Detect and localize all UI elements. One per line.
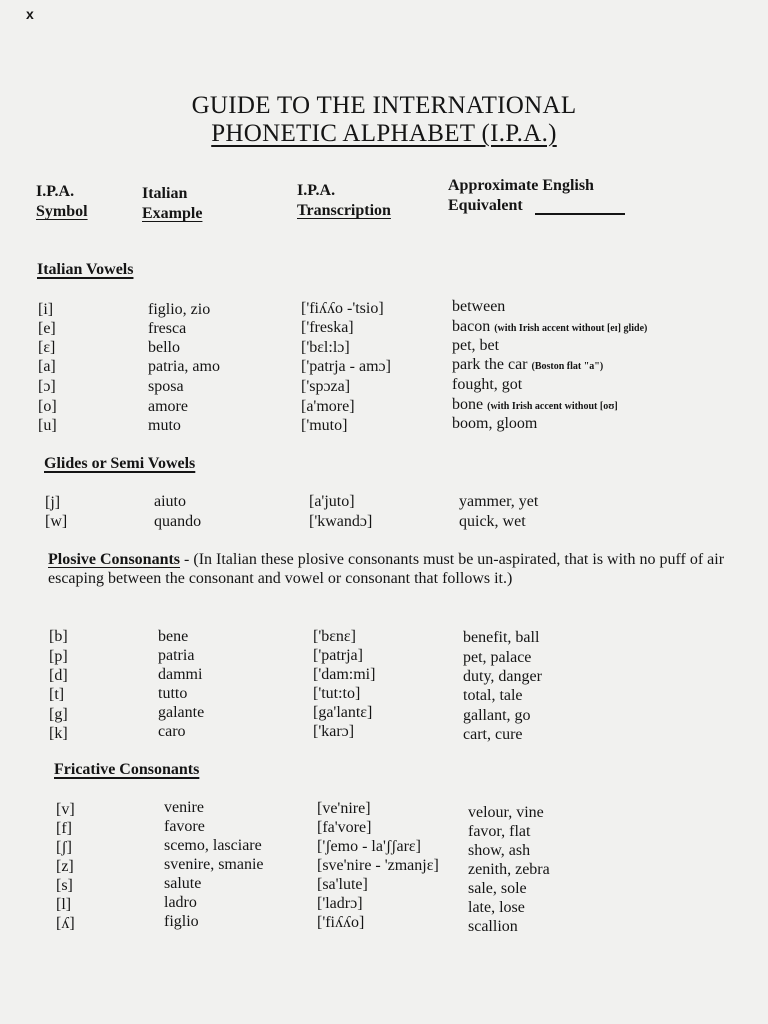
ipa-transcription: [fa'vore]: [317, 819, 372, 836]
english-equivalent: pet, palace: [463, 649, 532, 666]
italian-example: dammi: [158, 666, 203, 683]
title-line-2: [0, 120, 768, 148]
italian-example: venire: [164, 799, 204, 816]
column-header-rule: [535, 213, 625, 215]
ipa-transcription: ['fiʎʎo -'tsio]: [301, 300, 384, 317]
ipa-symbol: [t]: [49, 686, 65, 703]
ipa-transcription: ['spɔza]: [301, 378, 351, 395]
italian-example: bene: [158, 628, 189, 645]
italian-example: scemo, lasciare: [164, 837, 262, 854]
ipa-transcription: ['patrja]: [313, 647, 363, 664]
ipa-transcription: ['ʃemo - la'ʃʃarɛ]: [317, 838, 421, 855]
ipa-symbol: [ɔ]: [38, 378, 56, 395]
english-equivalent: favor, flat: [468, 823, 531, 840]
english-equivalent: [452, 355, 603, 376]
english-words: bacon: [452, 318, 491, 335]
italian-example: patria, amo: [148, 358, 220, 375]
english-words: pet, bet: [452, 337, 500, 354]
ipa-symbol: [j]: [45, 494, 61, 511]
corner-mark: x: [26, 6, 34, 22]
ipa-symbol: [ʎ]: [56, 915, 75, 932]
italian-example: quando: [154, 513, 202, 530]
italian-example: sposa: [148, 378, 184, 395]
ipa-transcription: ['karɔ]: [313, 723, 355, 740]
italian-example: figlio, zio: [148, 301, 211, 318]
ipa-transcription: [sa'lute]: [317, 876, 368, 893]
ipa-symbol: [o]: [38, 398, 57, 415]
ipa-transcription: ['bɛl:lɔ]: [301, 339, 350, 356]
column-header-transcription: [297, 181, 391, 221]
ipa-transcription: ['fiʎʎo]: [317, 914, 365, 931]
english-words: park the car: [452, 356, 528, 373]
plosive-paragraph: [48, 550, 738, 588]
ipa-transcription: [ve'nire]: [317, 800, 371, 817]
ipa-symbol: [e]: [38, 320, 56, 337]
ipa-transcription: ['ladrɔ]: [317, 895, 363, 912]
ipa-transcription: [ga'lantɛ]: [313, 704, 373, 721]
ipa-symbol: [d]: [49, 667, 68, 684]
column-header-line1: I.P.A.: [297, 182, 336, 199]
column-header-line1: Italian: [142, 185, 188, 202]
english-equivalent: yammer, yet: [459, 493, 539, 510]
english-equivalent: sale, sole: [468, 880, 527, 897]
english-equivalent: scallion: [468, 918, 518, 935]
column-header-line2: Transcription: [297, 202, 391, 219]
ipa-transcription: ['muto]: [301, 417, 348, 434]
ipa-transcription: [sve'nire - 'zmanjɛ]: [317, 857, 439, 874]
section-heading-plosives: Plosive Consonants: [48, 551, 181, 568]
ipa-symbol: [ʃ]: [56, 839, 72, 856]
italian-example: favore: [164, 818, 205, 835]
english-words: between: [452, 298, 506, 315]
column-header-example: [142, 184, 202, 224]
title-line-1: GUIDE TO THE INTERNATIONAL: [191, 92, 577, 119]
section-heading-vowels: Italian Vowels: [37, 261, 134, 278]
ipa-symbol: [a]: [38, 358, 56, 375]
english-words: fought, got: [452, 376, 523, 393]
italian-example: galante: [158, 704, 205, 721]
pronunciation-note: (Boston flat "a"): [531, 361, 604, 372]
column-header-line2: Equivalent: [448, 197, 523, 214]
english-equivalent: [452, 317, 647, 338]
ipa-transcription: [a'juto]: [309, 493, 355, 510]
english-equivalent: [452, 297, 505, 316]
ipa-transcription: ['bɛnɛ]: [313, 628, 356, 645]
ipa-symbol: [i]: [38, 301, 54, 318]
english-equivalent: [452, 414, 537, 433]
ipa-symbol: [u]: [38, 417, 57, 434]
column-header-line2: Symbol: [36, 203, 88, 220]
english-equivalent: show, ash: [468, 842, 531, 859]
plosive-intro: - (In Italian these plosive consonants must be un-aspirated, that is with no puff of air escaping between the consonant and vowel or consonant that follows it.): [48, 551, 725, 587]
english-equivalent: [452, 336, 499, 355]
ipa-transcription: ['kwandɔ]: [309, 513, 373, 530]
ipa-symbol: [v]: [56, 801, 75, 818]
ipa-symbol: [g]: [49, 706, 68, 723]
column-header-english: [448, 176, 594, 216]
section-heading-fricatives: Fricative Consonants: [54, 761, 200, 778]
italian-example: amore: [148, 398, 188, 415]
english-equivalent: cart, cure: [463, 726, 523, 743]
ipa-symbol: [z]: [56, 858, 74, 875]
english-words: boom, gloom: [452, 415, 538, 432]
column-header-symbol: [36, 182, 88, 222]
english-equivalent: [452, 375, 522, 394]
english-equivalent: quick, wet: [459, 513, 526, 530]
ipa-transcription: ['dam:mi]: [313, 666, 376, 683]
ipa-symbol: [b]: [49, 628, 68, 645]
ipa-transcription: ['patrja - amɔ]: [301, 358, 391, 375]
english-equivalent: duty, danger: [463, 668, 542, 685]
english-equivalent: total, tale: [463, 687, 523, 704]
english-equivalent: velour, vine: [468, 804, 544, 821]
ipa-transcription: ['freska]: [301, 319, 354, 336]
italian-example: svenire, smanie: [164, 856, 264, 873]
italian-example: figlio: [164, 913, 199, 930]
ipa-symbol: [k]: [49, 725, 68, 742]
english-equivalent: zenith, zebra: [468, 861, 550, 878]
column-header-line2: Example: [142, 205, 203, 222]
pronunciation-note: (with Irish accent without [eɪ] glide): [494, 323, 648, 334]
italian-example: caro: [158, 723, 186, 740]
section-heading-glides: Glides or Semi Vowels: [44, 455, 196, 472]
title-line-2-text: PHONETIC ALPHABET (I.P.A.): [211, 120, 557, 147]
italian-example: salute: [164, 875, 202, 892]
ipa-symbol: [s]: [56, 877, 73, 894]
english-equivalent: [452, 395, 618, 416]
ipa-symbol: [p]: [49, 648, 68, 665]
ipa-transcription: ['tut:to]: [313, 685, 361, 702]
italian-example: tutto: [158, 685, 188, 702]
english-equivalent: gallant, go: [463, 707, 531, 724]
italian-example: fresca: [148, 320, 187, 337]
english-equivalent: late, lose: [468, 899, 525, 916]
ipa-symbol: [l]: [56, 896, 72, 913]
italian-example: aiuto: [154, 493, 186, 510]
column-header-line1: Approximate English: [448, 177, 594, 194]
italian-example: bello: [148, 339, 180, 356]
italian-example: ladro: [164, 894, 197, 911]
ipa-symbol: [ɛ]: [38, 339, 56, 356]
ipa-symbol: [w]: [45, 513, 68, 530]
ipa-transcription: [a'more]: [301, 398, 355, 415]
ipa-symbol: [f]: [56, 820, 72, 837]
pronunciation-note: (with Irish accent without [oʊ]: [487, 401, 618, 412]
english-equivalent: benefit, ball: [463, 629, 540, 646]
column-header-line1: I.P.A.: [36, 183, 75, 200]
english-words: bone: [452, 396, 484, 413]
italian-example: muto: [148, 417, 181, 434]
italian-example: patria: [158, 647, 195, 664]
